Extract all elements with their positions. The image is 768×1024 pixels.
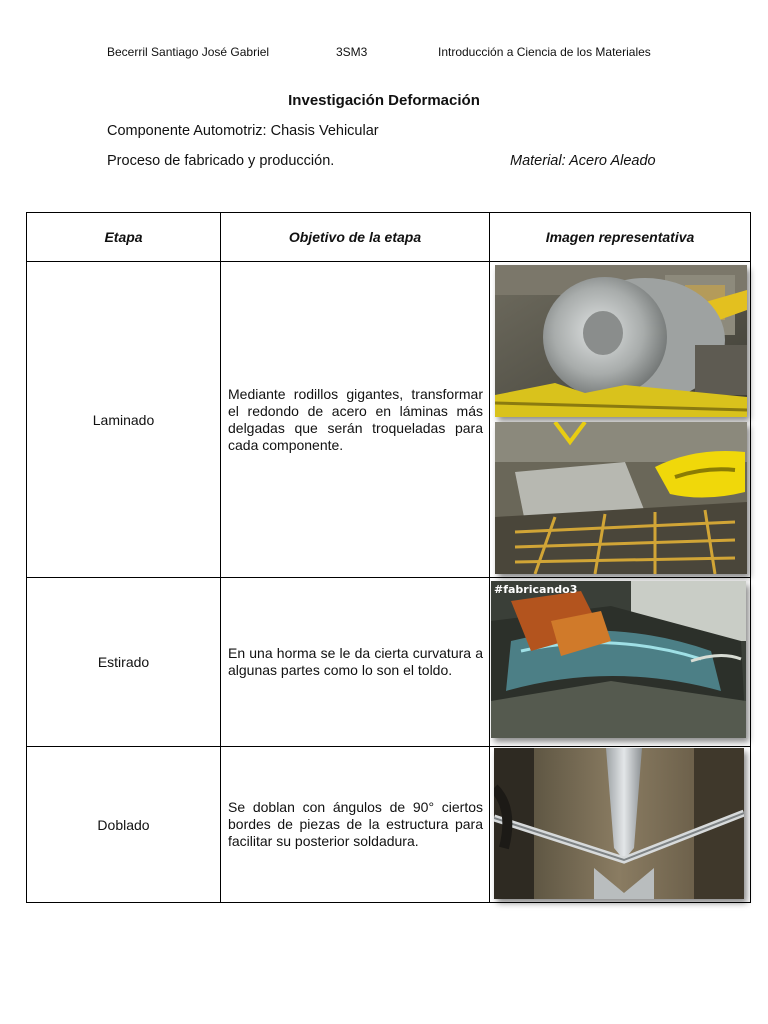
header-course: Introducción a Ciencia de los Materiales <box>438 45 651 59</box>
press-brake-bending-photo <box>494 748 744 899</box>
objective-cell: Se doblan con ángulos de 90° ciertos bordes de piezas de la estructura para facilitar su posterior soldadura. <box>221 747 490 903</box>
stage-cell: Estirado <box>27 578 221 747</box>
process-table <box>26 212 751 903</box>
table-row <box>27 578 751 747</box>
header-author: Becerril Santiago José Gabriel <box>107 45 270 59</box>
stretch-forming-photo <box>491 581 746 738</box>
table-row <box>27 747 751 903</box>
steel-coil-photo <box>495 265 747 417</box>
image-overlay-text: #fabricando3 <box>494 583 578 596</box>
table-row <box>27 262 751 578</box>
stage-cell: Laminado <box>27 262 221 578</box>
table-header-row <box>27 213 751 262</box>
header-imagen: Imagen representativa <box>490 213 751 262</box>
header-objetivo: Objetivo de la etapa <box>221 213 490 262</box>
header-group: 3SM3 <box>336 45 368 59</box>
document-title: Investigación Deformación <box>288 92 480 109</box>
material-line: Material: Acero Aleado <box>510 153 656 169</box>
component-line: Componente Automotriz: Chasis Vehicular <box>107 123 379 139</box>
header-etapa: Etapa <box>27 213 221 262</box>
stage-cell: Doblado <box>27 747 221 903</box>
image-cell <box>490 747 751 903</box>
process-line: Proceso de fabricado y producción. <box>107 153 335 169</box>
objective-cell: En una horma se le da cierta curvatura a algunas partes como lo son el toldo. <box>221 578 490 747</box>
sheet-press-line-photo <box>495 422 747 574</box>
image-cell <box>490 262 751 578</box>
image-cell <box>490 578 751 747</box>
objective-cell: Mediante rodillos gigantes, transformar el redondo de acero en láminas más delgadas que serán troqueladas para cada componente. <box>221 262 490 578</box>
